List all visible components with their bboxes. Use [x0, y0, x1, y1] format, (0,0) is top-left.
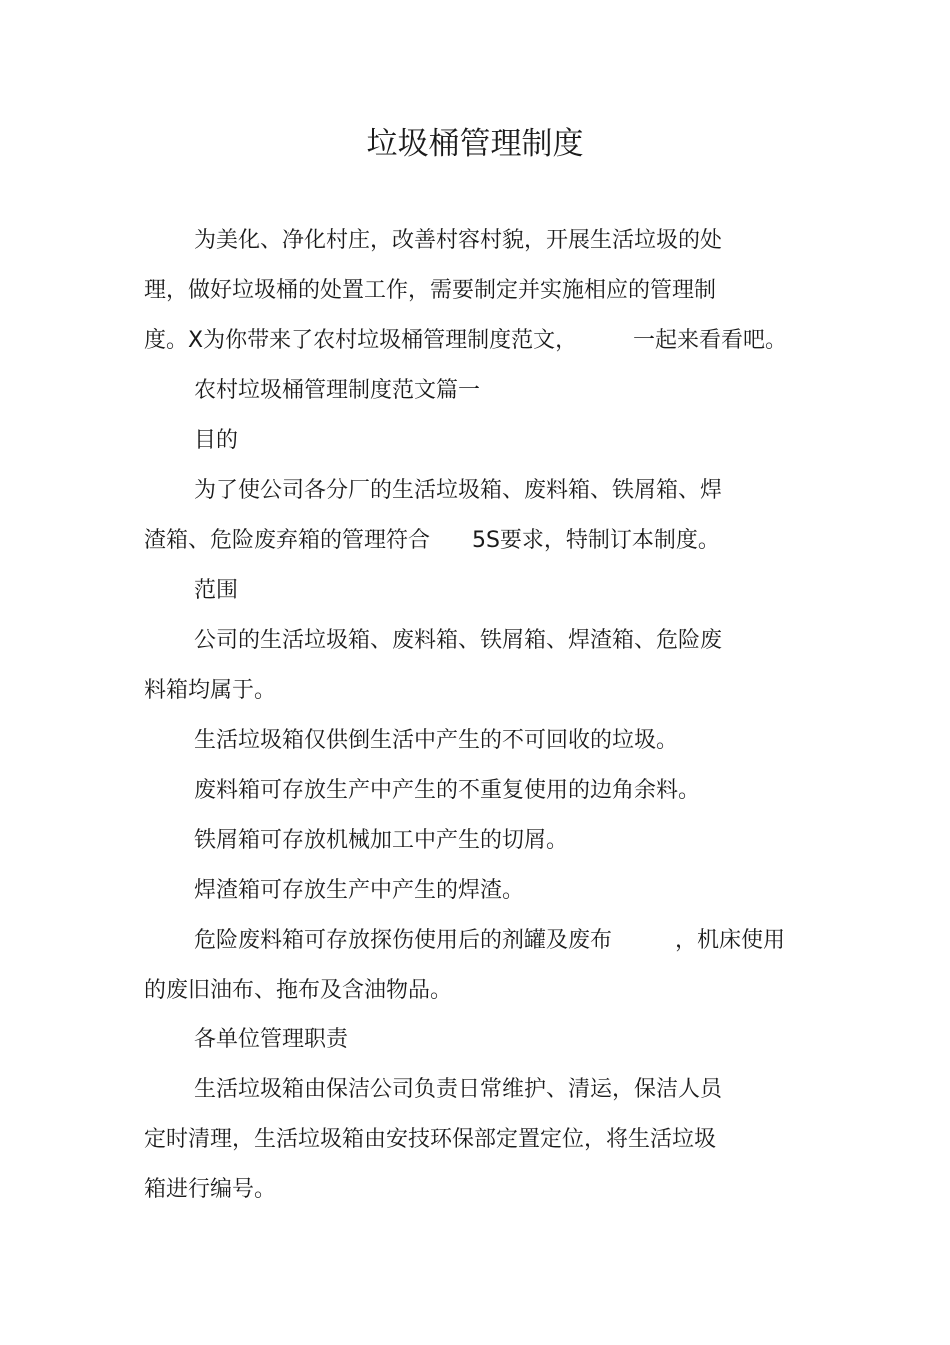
paragraph-line: 箱进行编号。	[144, 1177, 277, 1202]
paragraph-line: 理，做好垃圾桶的处置工作，需要制定并实施相应的管理制	[144, 278, 717, 303]
section-heading: 各单位管理职责	[194, 1027, 349, 1052]
paragraph-line: 危险废料箱可存放探伤使用后的剂罐及废布 ，机床使用	[194, 928, 785, 953]
paragraph-line: 焊渣箱可存放生产中产生的焊渣。	[194, 878, 525, 903]
document-title: 垃圾桶管理制度	[366, 126, 584, 162]
paragraph-line: 公司的生活垃圾箱、废料箱、铁屑箱、焊渣箱、危险废	[194, 628, 723, 653]
section-heading: 范围	[194, 578, 239, 603]
paragraph-line: 渣箱、危险废弃箱的管理符合 5S要求，特制订本制度。	[144, 528, 720, 553]
paragraph-line: 生活垃圾箱由保洁公司负责日常维护、清运，保洁人员	[194, 1077, 723, 1102]
paragraph-line: 生活垃圾箱仅供倒生活中产生的不可回收的垃圾。	[194, 728, 679, 753]
paragraph-line: 废料箱可存放生产中产生的不重复使用的边角余料。	[194, 778, 701, 803]
paragraph-line: 料箱均属于。	[144, 678, 277, 703]
paragraph-line: 的废旧油布、拖布及含油物品。	[144, 978, 453, 1003]
paragraph-line: 度。X为你带来了农村垃圾桶管理制度范文， 一起来看看吧。	[144, 328, 788, 353]
paragraph-line: 定时清理，生活垃圾箱由安技环保部定置定位，将生活垃圾	[144, 1127, 717, 1152]
section-heading: 目的	[194, 428, 239, 453]
paragraph-line: 铁屑箱可存放机械加工中产生的切屑。	[194, 828, 569, 853]
section-heading: 农村垃圾桶管理制度范文篇一	[194, 378, 481, 403]
paragraph-line: 为美化、净化村庄，改善村容村貌，开展生活垃圾的处	[194, 228, 723, 253]
paragraph-line: 为了使公司各分厂的生活垃圾箱、废料箱、铁屑箱、焊	[194, 478, 723, 503]
